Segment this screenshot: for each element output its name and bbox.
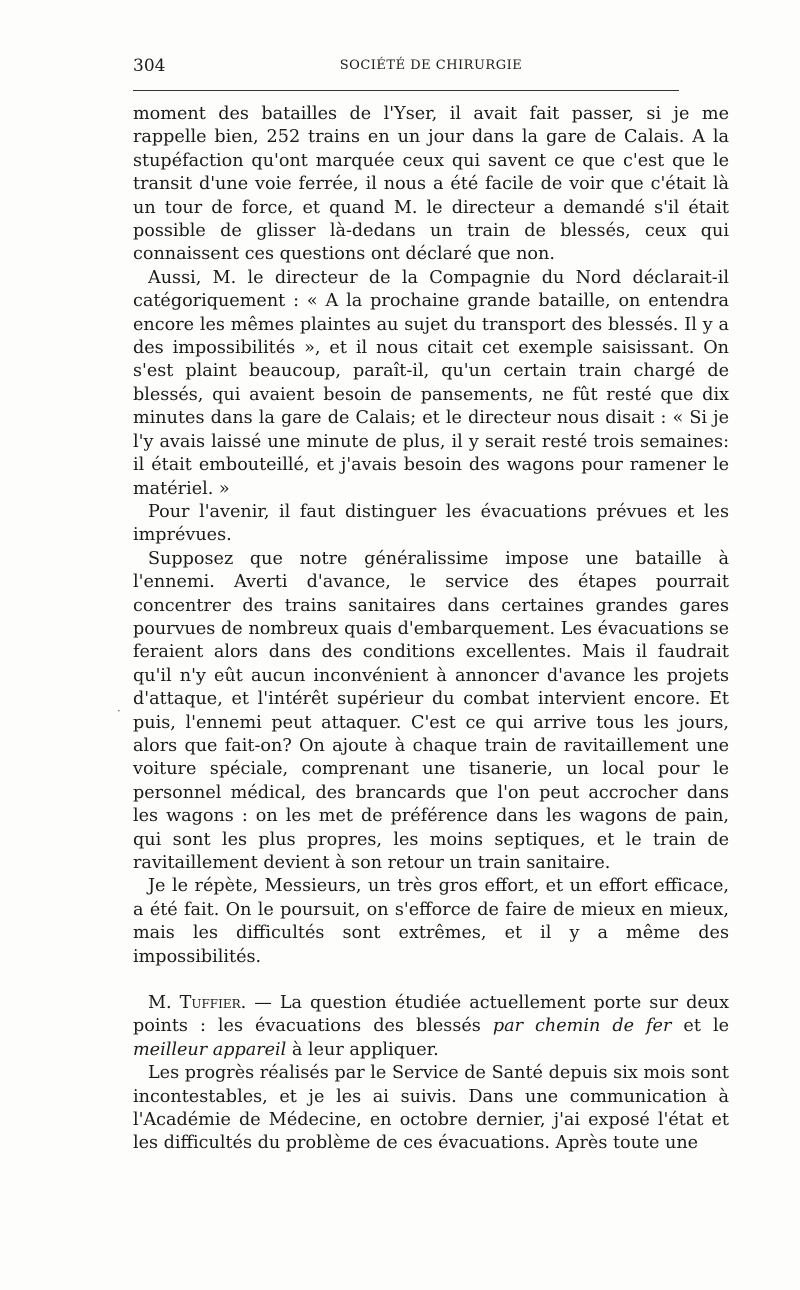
paragraph-5: Je le répète, Messieurs, un très gros effort, et un effort efficace, a été fait. On le poursuit, on s'efforce de faire de mieux en mieux, mais les difficultés sont extrêmes, et il y a même des impossibilités. xyxy=(133,876,729,967)
section-gap xyxy=(133,969,729,992)
paragraph-3: Pour l'avenir, il faut distinguer les évacuations prévues et les imprévues. xyxy=(133,501,729,546)
italic-phrase-rail: par chemin de fer xyxy=(492,1016,672,1037)
header-rule xyxy=(133,90,679,91)
running-title: SOCIÉTÉ DE CHIRURGIE xyxy=(339,58,523,73)
speaker-dash: — xyxy=(246,993,280,1014)
tuffier-text-c: à leur appliquer. xyxy=(286,1039,439,1060)
paragraph-2: Aussi, M. le directeur de la Compagnie du Nord déclarait-il catégoriquement : « A la prochaine grande bataille, on entendra encore les mêmes plaintes au sujet du transport des blessés. Il y a des impossibilités », et il nous citait cet exemple saisissant. On s'est plaint beaucoup, paraît-il, qu'un certain train chargé de blessés, qui avaient besoin de pansements, ne fût resté que dix minutes dans la gare de Calais; et le directeur nous disait : « Si je l'y avais laissé une minute de plus, il y serait resté trois semaines: il était embouteillé, et j'avais besoin des wagons pour ramener le matériel. » xyxy=(133,267,729,499)
last-paragraph: Les progrès réalisés par le Service de Santé depuis six mois sont incontestables, et je les ai suivis. Dans une communication à l'Académie de Médecine, en octobre dernier, j'ai exposé l'état et les difficultés du problème de ces évacuations. Après toute une xyxy=(133,1063,729,1154)
page xyxy=(133,56,729,1156)
paragraph-1: moment des batailles de l'Yser, il avait fait passer, si je me rappelle bien, 252 trains en un jour dans la gare de Calais. A la stupéfaction qu'ont marquée ceux qui savent ce que c'est que le transit d'une voie ferrée, il nous a été facile de voir que c'était là un tour de force, et quand M. le directeur a demandé s'il était possible de glisser là-dedans un train de blessés, ceux qui connaissent ces questions ont déclaré que non. xyxy=(133,104,729,265)
tuffier-text-b: et le xyxy=(671,1016,729,1037)
page-number: 304 xyxy=(133,56,166,76)
speaker-name: M. Tuffier. xyxy=(148,993,247,1014)
page-header xyxy=(133,56,729,80)
italic-phrase-device: meilleur appareil xyxy=(133,1039,287,1060)
margin-mark: · xyxy=(117,704,121,718)
tuffier-text-a: La question étudiée actuellement porte sur deux points : les évacuations des blessés xyxy=(133,993,730,1037)
body-text xyxy=(133,103,729,1156)
paragraph-4: Supposez que notre généralissime impose une bataille à l'ennemi. Averti d'avance, le service des étapes pourrait concentrer des trains sanitaires dans certaines grandes gares pourvues de nombreux quais d'embarquement. Les évacuations se feraient alors dans des conditions excellentes. Mais il faudrait qu'il n'y eût aucun inconvénient à annoncer d'avance les projets d'attaque, et l'intérêt supérieur du combat intervient encore. Et puis, l'ennemi peut attaquer. C'est ce qui arrive tous les jours, alors que fait-on? On ajoute à chaque train de ravitaillement une voiture spéciale, comprenant une tisanerie, un local pour le personnel médical, des brancards que l'on peut accrocher dans les wagons : on les met de préférence dans les wagons de pain, qui sont les plus propres, les moins septiques, et le train de ravitaillement devient à son retour un train sanitaire. xyxy=(133,548,729,873)
tuffier-paragraph xyxy=(133,992,729,1062)
